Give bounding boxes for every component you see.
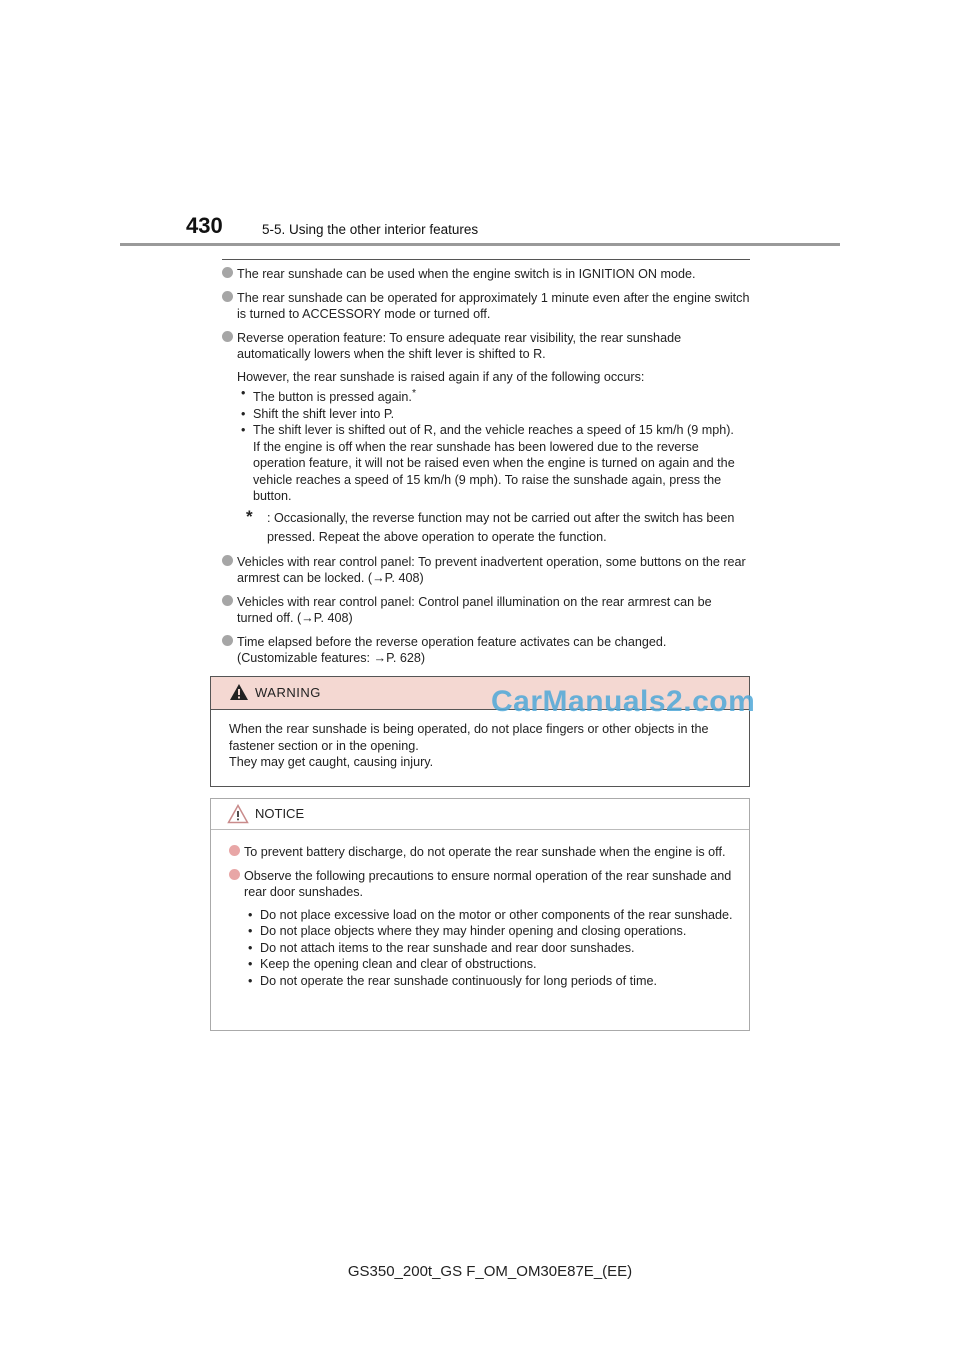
footnote-mark: * [411,387,417,399]
bullet-icon [222,555,233,566]
reverse-intro: However, the rear sunshade is raised again if any of the following occurs: [237,369,645,384]
sub-item: • Shift the shift lever into P. [241,406,395,421]
notice-body [211,830,749,989]
watermark: CarManuals2.com [491,685,756,718]
bullet-icon [222,291,233,302]
warning-body: When the rear sunshade is being operated, do not place fingers or other objects in the fastener section or in the opening. They may get caught, causing injury. [229,722,709,769]
section-title: 5-5. Using the other interior features [262,222,479,237]
warning-title: WARNING [255,685,321,700]
list-item: Time elapsed before the reverse operation feature activates can be changed. (Customizable features: →P. 628) [222,634,750,667]
bullet-icon [229,869,240,880]
bullet-icon [222,595,233,606]
footnote: * : Occasionally, the reverse function may not be carried out after the switch has been pressed. Repeat the above operation to operate the function. [246,506,735,544]
sub-item: • Do not operate the rear sunshade continuously for long periods of time. [248,973,657,988]
caution-icon [227,804,249,824]
notice-title: NOTICE [255,806,305,821]
header-rule [120,243,840,246]
list-item: Vehicles with rear control panel: Control panel illumination on the rear armrest can be turned off. (→P. 408) [222,594,750,627]
footer-code: GS350_200t_GS F_OM_OM30E87E_(EE) [347,1263,633,1280]
page-number: 430 [186,213,223,238]
sub-item: • Do not place objects where they may hinder opening and closing operations. [248,924,687,938]
content-top-rule [222,259,750,260]
list-item: The rear sunshade can be operated for approximately 1 minute even after the engine switch is turned to ACCESSORY mode or turned off. [222,290,750,323]
notice-header [211,799,749,830]
list-item: Vehicles with rear control panel: To prevent inadvertent operation, some buttons on the rear armrest can be locked. (→P. 408) [222,554,750,587]
sub-item: • The button is pressed again.* [241,386,417,405]
list-item: To prevent battery discharge, do not operate the rear sunshade when the engine is off. [229,844,739,861]
list-item: The rear sunshade can be used when the engine switch is in IGNITION ON mode. [222,266,750,283]
bullet-icon [222,331,233,342]
list-item: Reverse operation feature: To ensure adequate rear visibility, the rear sunshade automatically lowers when the shift lever is shifted to R. However, the rear sunshade is raised again if any of the following occurs: • The button is pressed again.* • Shift the shift lever into P. • The shift lever is shifted out of R, and the vehicle reaches a speed of 15 km/h (9 mph). If the engine is off when the rear sunshade has been lowered due to the reverse operation feature, it will not be raised even when the engine is turned on again and the vehicle reaches a speed of 15 km/h (9 mph). To raise the sunshade again, press the button. * : Occasionally, the reverse function may not be carried out after the switch has been pressed. Repeat the above operation to operate the function. [222,330,750,547]
sub-item: • Keep the opening clean and clear of obstructions. [248,957,537,971]
sub-item: • Do not attach items to the rear sunshade and rear door sunshades. [248,940,635,955]
sub-item: • The shift lever is shifted out of R, and the vehicle reaches a speed of 15 km/h (9 mph). [241,423,734,438]
list-item: Observe the following precautions to ensure normal operation of the rear sunshade and rear door sunshades. • Do not place excessive load on the motor or other components of the rear sunshade. • Do not place objects where they may hinder opening and closing operations. • Do not attach items to the rear sunshade and rear door sunshades. • Keep the opening clean and clear of obstructions. • Do not operate the rear sunshade continuously for long periods of time. [229,868,739,990]
warning-icon [229,683,249,701]
notice-box [210,798,750,1031]
sub-item-extra: If the engine is off when the rear sunshade has been lowered due to the reverse operation feature, it will not be raised even when the engine is turned on again and the vehicle reaches a speed of 15 km/h (9 mph). To raise the sunshade again, press the button. [253,439,735,504]
bullet-icon [222,267,233,278]
bullet-icon [222,635,233,646]
sub-item: • Do not place excessive load on the motor or other components of the rear sunshade. [248,907,733,922]
bullet-icon [229,845,240,856]
main-content [222,266,750,674]
